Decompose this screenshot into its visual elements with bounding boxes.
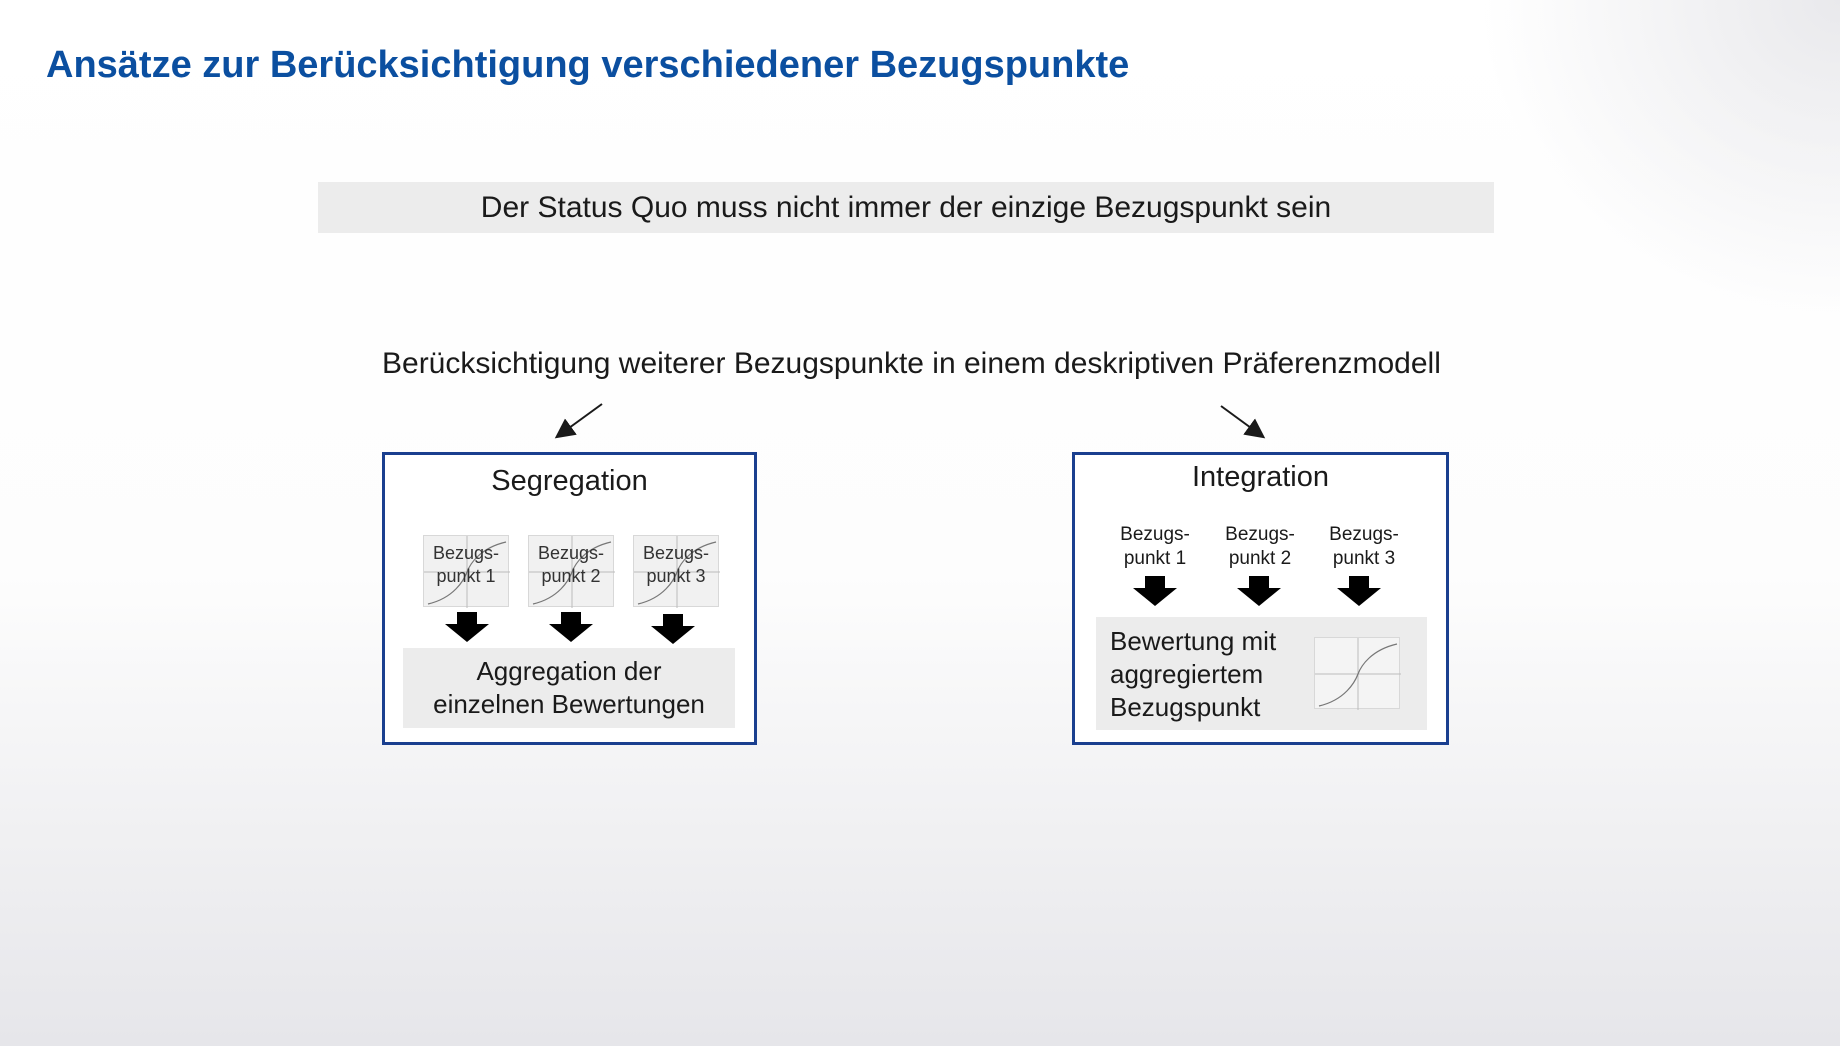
segregation-box — [382, 452, 757, 745]
down-arrow-icon — [649, 614, 697, 644]
down-arrow-icon — [547, 612, 595, 642]
down-arrow-icon — [1335, 576, 1383, 606]
reference-label-2 — [529, 542, 613, 588]
integration-heading: Integration — [1191, 461, 1330, 493]
reference-label-3 — [634, 542, 718, 588]
ref-3-line-2: punkt 3 — [646, 566, 706, 586]
integration-reference-1 — [1105, 523, 1205, 571]
down-arrow-icon — [443, 612, 491, 642]
aggregation-line-1: Aggregation der — [476, 656, 662, 686]
int-ref-2-line-1: Bezugs- — [1225, 524, 1295, 545]
ref-1-line-1: Bezugs- — [432, 543, 500, 563]
reference-graph-1 — [423, 535, 509, 607]
diagram-subtitle: Berücksichtigung weiterer Bezugspunkte in einem deskriptiven Präferenzmodell — [382, 347, 1441, 380]
down-arrow-icon — [1131, 576, 1179, 606]
integration-reference-2 — [1210, 523, 1310, 571]
int-ref-3-line-1: Bezugs- — [1329, 524, 1399, 545]
integration-box — [1072, 452, 1449, 745]
integration-reference-3 — [1314, 523, 1414, 571]
aggregated-evaluation-panel — [1096, 617, 1427, 730]
int-ref-2-line-2: punkt 2 — [1228, 548, 1292, 569]
segregation-heading: Segregation — [491, 465, 648, 497]
evaluation-line-2: aggregiertem — [1110, 659, 1264, 689]
reference-graph-3 — [633, 535, 719, 607]
int-ref-1-line-1: Bezugs- — [1120, 524, 1190, 545]
int-ref-3-line-2: punkt 3 — [1332, 548, 1396, 569]
ref-2-line-2: punkt 2 — [541, 566, 601, 586]
aggregation-panel — [403, 648, 735, 728]
int-ref-1-line-2: punkt 1 — [1123, 548, 1187, 569]
reference-label-1 — [424, 542, 508, 588]
value-function-icon — [1315, 638, 1401, 710]
arrow-to-integration — [1221, 406, 1262, 436]
evaluation-line-1: Bewertung mit — [1110, 626, 1277, 656]
reference-graph-2 — [528, 535, 614, 607]
slide-title: Ansätze zur Berücksichtigung verschiedener Bezugspunkte — [46, 44, 1130, 86]
ref-1-line-2: punkt 1 — [436, 566, 496, 586]
banner-text: Der Status Quo muss nicht immer der einzige Bezugspunkt sein — [480, 190, 1332, 224]
evaluation-text — [1110, 625, 1276, 724]
evaluation-line-3: Bezugspunkt — [1110, 692, 1261, 722]
ref-2-line-1: Bezugs- — [537, 543, 605, 563]
ref-3-line-1: Bezugs- — [642, 543, 710, 563]
down-arrow-icon — [1235, 576, 1283, 606]
aggregation-line-2: einzelnen Bewertungen — [433, 689, 705, 719]
arrow-to-segregation — [558, 404, 602, 436]
aggregated-value-function-graph — [1314, 637, 1400, 709]
